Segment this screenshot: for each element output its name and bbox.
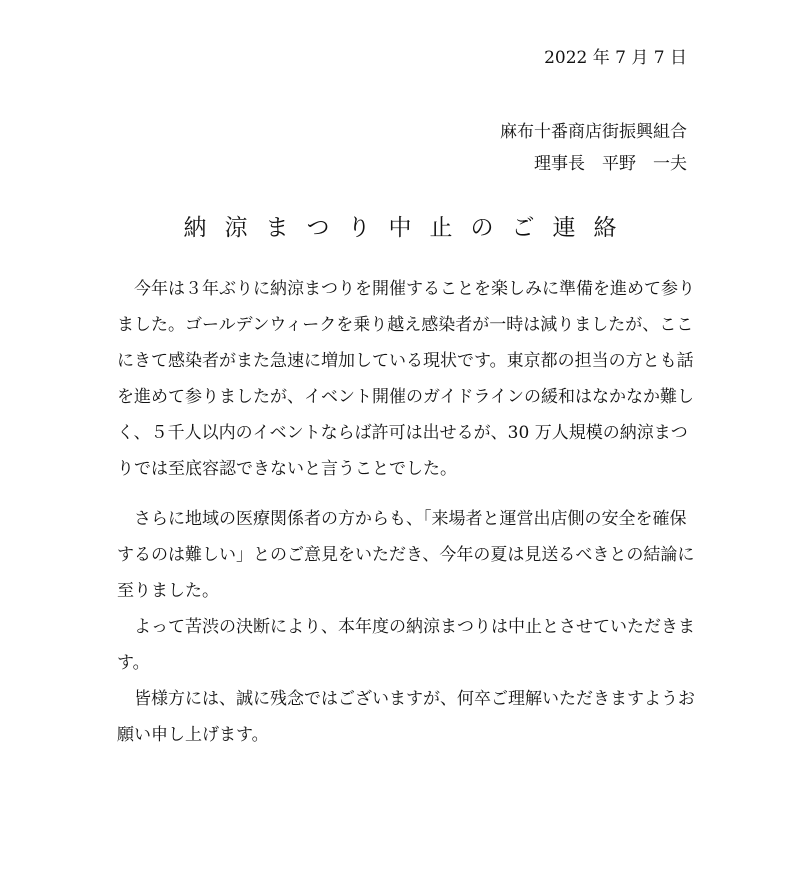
body-paragraph-3: よって苦渋の決断により、本年度の納涼まつりは中止とさせていただきます。: [117, 617, 695, 673]
sender-organization: 麻布十番商店街振興組合: [500, 122, 687, 142]
letter-body: [117, 271, 697, 753]
sender-block: [500, 116, 687, 180]
letter-title: 納涼まつり中止のご連絡: [183, 215, 635, 241]
letter-date: 2022 年 7 月 7 日: [544, 48, 687, 68]
body-paragraph-4: 皆様方には、誠に残念ではございますが、何卒ご理解いただきますようお願い申し上げます。: [117, 689, 695, 745]
sender-name: 理事長 平野 一夫: [534, 154, 687, 174]
body-paragraph-2: さらに地域の医療関係者の方からも、「来場者と運営出店側の安全を確保するのは難しい」とのご意見をいただき、今年の夏は見送るべきとの結論に至りました。: [117, 509, 695, 601]
body-paragraph-1: 今年は３年ぶりに納涼まつりを開催することを楽しみに準備を進めて参りました。ゴールデンウィークを乗り越え感染者が一時は減りましたが、ここにきて感染者がまた急速に増加している現状です。東京都の担当の方とも話を進めて参りましたが、イベント開催のガイドラインの緩和はなかなか難しく、５千人以内のイベントならば許可は出せるが、30 万人規模の納涼まつりでは至底容認できないと言うことでした。: [117, 279, 695, 479]
